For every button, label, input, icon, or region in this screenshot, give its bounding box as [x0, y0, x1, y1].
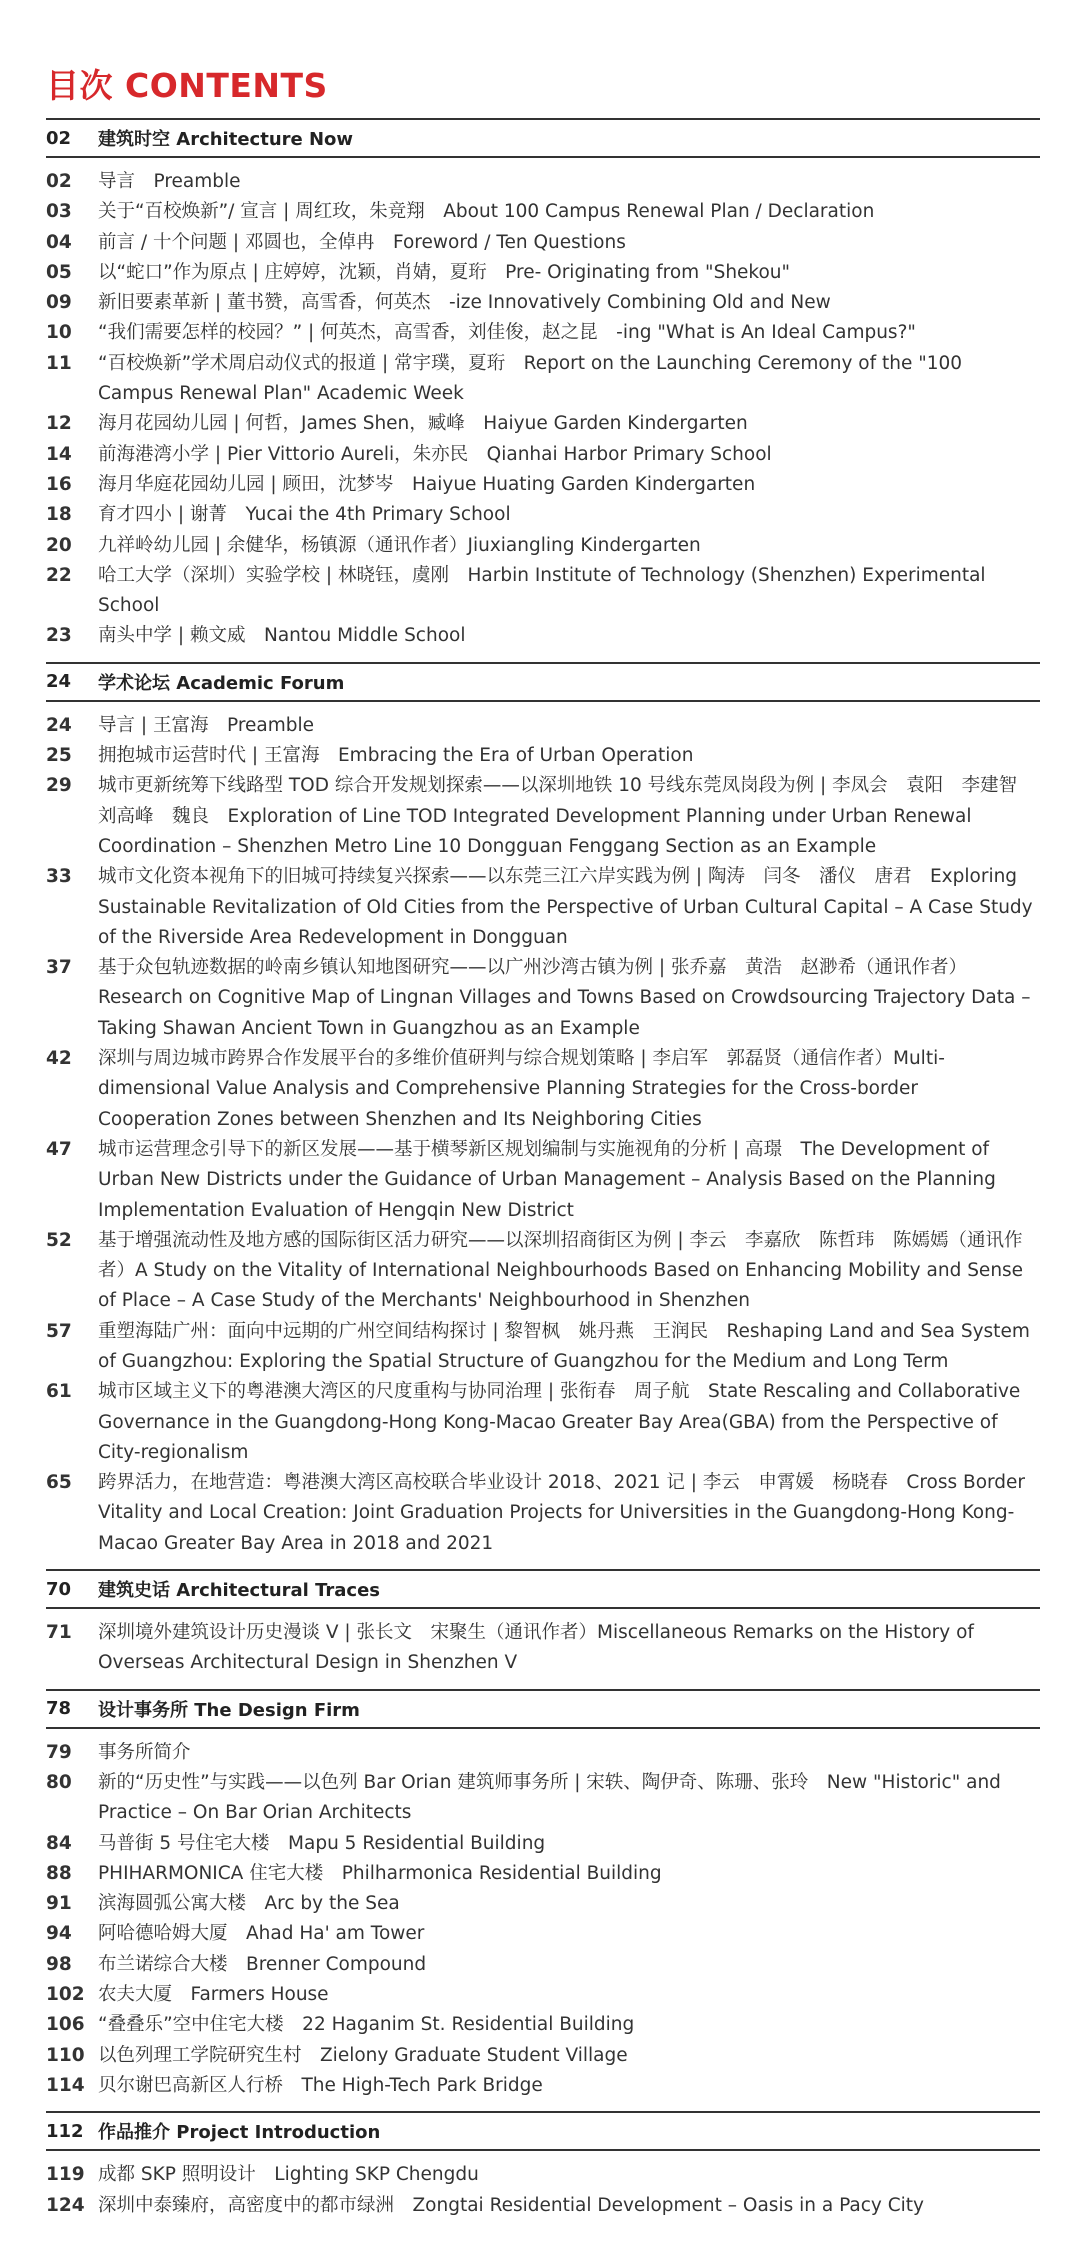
- entry-title: “我们需要怎样的校园？” | 何英杰，高雪香，刘佳俊，赵之昆 -ing "What is An Ideal Campus?": [98, 322, 916, 344]
- section-title: 作品推介 Project Introduction: [98, 2122, 381, 2144]
- entry-title: 基于众包轨迹数据的岭南乡镇认知地图研究——以广州沙湾古镇为例 | 张乔嘉 黄浩 赵渺希（通讯作者）Research on Cognitive Map of Lingnan Villages and Towns Based on Crowdsourcing Trajectory Data – Taking Shawan Ancient Town in Guangzhou as an Example: [98, 957, 1031, 1039]
- entry-title: 基于增强流动性及地方感的国际街区活力研究——以深圳招商街区为例 | 李云 李嘉欣 陈哲玮 陈嫣嫣（通讯作者）A Study on the Vitality of International Neighbourhoods Based on Enhancing Mobility and Sense of Place – A Case Study of the Merchants' Neighbourhood in Shenzhen: [98, 1229, 1024, 1312]
- entry-page-number: 10: [46, 322, 72, 344]
- entry-page-number: 12: [46, 413, 72, 435]
- entry-page-number: 11: [46, 352, 72, 374]
- entry-title: 以色列理工学院研究生村 Zielony Graduate Student Village: [98, 2044, 628, 2066]
- toc-entry: [46, 1468, 1040, 1559]
- entry-page-number: 102: [46, 1984, 85, 2006]
- entry-page-number: 29: [46, 775, 72, 797]
- section-page-number: 24: [46, 671, 72, 693]
- toc-entry: [46, 167, 1040, 197]
- toc-section: [46, 2111, 1040, 2231]
- entry-title: 育才四小 | 谢菁 Yucai the 4th Primary School: [98, 504, 511, 526]
- entry-title: 导言 Preamble: [98, 171, 241, 192]
- entry-page-number: 25: [46, 745, 72, 767]
- entry-title: 成都 SKP 照明设计 Lighting SKP Chengdu: [98, 2164, 479, 2186]
- entry-list: [46, 1729, 1040, 2112]
- entry-page-number: 79: [46, 1741, 72, 1763]
- entry-page-number: 23: [46, 625, 72, 647]
- entry-title: 深圳境外建筑设计历史漫谈 Ⅴ | 张长文 宋聚生（通讯作者）Miscellaneous Remarks on the History of Overseas Architectural Design in Shenzhen Ⅴ: [98, 1622, 974, 1674]
- toc-entry: [46, 1829, 1040, 1859]
- entry-title: 拥抱城市运营时代 | 王富海 Embracing the Era of Urban Operation: [98, 745, 694, 767]
- entry-title: 城市文化资本视角下的旧城可持续复兴探索——以东莞三江六岸实践为例 | 陶涛 闫冬 潘仪 唐君 Exploring Sustainable Revitalization of Old Cities from the Perspective of Urban Cultural Capital – A Case Study of the Riverside Area Redevelopment in Dongguan: [98, 866, 1033, 948]
- entry-page-number: 09: [46, 292, 72, 314]
- entry-title: 新的“历史性”与实践——以色列 Bar Orian 建筑师事务所 | 宋轶、陶伊奇、陈珊、张玲 New "Historic" and Practice – On Bar Orian Architects: [98, 1771, 1001, 1824]
- entry-page-number: 16: [46, 473, 72, 495]
- toc-entry: [46, 500, 1040, 530]
- entry-title: 导言 | 王富海 Preamble: [98, 714, 315, 736]
- toc-entry: [46, 1980, 1040, 2010]
- toc-section: [46, 1569, 1040, 1689]
- entry-page-number: 24: [46, 714, 72, 736]
- entry-title: 马普街 5 号住宅大楼 Mapu 5 Residential Building: [98, 1832, 546, 1854]
- section-page-number: 112: [46, 2120, 84, 2142]
- entry-title: 深圳中泰臻府，高密度中的都市绿洲 Zongtai Residential Development – Oasis in a Pacy City: [98, 2194, 924, 2216]
- toc-entry: [46, 1618, 1040, 1679]
- entry-title: 前言 / 十个问题 | 邓圆也，全倬冉 Foreword / Ten Questions: [98, 231, 626, 253]
- entry-page-number: 33: [46, 866, 72, 888]
- entry-title: 海月华庭花园幼儿园 | 顾田，沈梦岑 Haiyue Huating Garden Kindergarten: [98, 473, 756, 495]
- entry-title: 关于“百校焕新”/ 宣言 | 周红玫，朱竞翔 About 100 Campus Renewal Plan / Declaration: [98, 201, 875, 223]
- toc-entry: [46, 1135, 1040, 1226]
- entry-page-number: 124: [46, 2194, 85, 2216]
- section-header: [46, 118, 1040, 158]
- toc-entry: [46, 1859, 1040, 1889]
- entry-title: 以“蛇口”作为原点 | 庄婷婷，沈颖，肖婧，夏珩 Pre- Originating from "Shekou": [98, 261, 791, 283]
- section-title: 建筑时空 Architecture Now: [98, 129, 354, 150]
- entry-title: 城市区域主义下的粤港澳大湾区的尺度重构与协同治理 | 张衔春 周子航 State Rescaling and Collaborative Governance in the Guangdong-Hong Kong-Macao Greater Bay Area(GBA) from the Perspective of City-regionalism: [98, 1381, 1021, 1463]
- toc-entry: [46, 440, 1040, 470]
- entry-title: “百校焕新”学术周启动仪式的报道 | 常宇璞，夏珩 Report on the Launching Ceremony of the "100 Campus Renewal Plan" Academic Week: [98, 352, 963, 405]
- entry-page-number: 05: [46, 261, 72, 283]
- entry-page-number: 114: [46, 2074, 85, 2096]
- section-page-number: 70: [46, 1578, 72, 1600]
- entry-page-number: 14: [46, 443, 72, 465]
- entry-title: 重塑海陆广州：面向中远期的广州空间结构探讨 | 黎智枫 姚丹燕 王润民 Reshaping Land and Sea System of Guangzhou: Exploring the Spatial Structure of Guangzhou for the Medium and Long Term: [98, 1320, 1030, 1372]
- entry-list: [46, 1609, 1040, 1689]
- toc-section: [46, 1689, 1040, 2112]
- entry-page-number: 91: [46, 1893, 72, 1915]
- entry-page-number: 52: [46, 1229, 72, 1251]
- toc-entry: [46, 1919, 1040, 1949]
- toc-entry: [46, 2071, 1040, 2101]
- section-header: [46, 2111, 1040, 2151]
- entry-page-number: 80: [46, 1771, 72, 1793]
- entry-title: 南头中学 | 赖文威 Nantou Middle School: [98, 625, 466, 647]
- entry-title: 新旧要素革新 | 董书赞，高雪香，何英杰 -ize Innovatively Combining Old and New: [98, 292, 831, 314]
- entry-page-number: 110: [46, 2044, 85, 2066]
- toc-section: [46, 118, 1040, 662]
- toc-entry: [46, 1738, 1040, 1768]
- entry-title: 滨海圆弧公寓大楼 Arc by the Sea: [98, 1893, 400, 1915]
- entry-list: [46, 702, 1040, 1569]
- toc-entry: [46, 862, 1040, 953]
- entry-title: “叠叠乐”空中住宅大楼 22 Haganim St. Residential Building: [98, 2014, 635, 2036]
- entry-title: 贝尔谢巴高新区人行桥 The High-Tech Park Bridge: [98, 2074, 543, 2096]
- toc-entry: [46, 1226, 1040, 1317]
- entry-page-number: 57: [46, 1320, 72, 1342]
- entry-title: 前海港湾小学 | Pier Vittorio Aureli，朱亦民 Qianhai Harbor Primary School: [98, 443, 772, 465]
- toc-entry: [46, 228, 1040, 258]
- entry-title: 布兰诺综合大楼 Brenner Compound: [98, 1953, 427, 1975]
- entry-page-number: 84: [46, 1832, 72, 1854]
- toc-entry: [46, 1377, 1040, 1468]
- toc-entry: [46, 953, 1040, 1044]
- toc-entry: [46, 318, 1040, 348]
- section-header: [46, 1569, 1040, 1609]
- toc-entry: [46, 409, 1040, 439]
- entry-title: 农夫大厦 Farmers House: [98, 1984, 329, 2006]
- entry-page-number: 71: [46, 1622, 72, 1644]
- entry-page-number: 98: [46, 1953, 72, 1975]
- entry-title: 城市更新统筹下线路型 TOD 综合开发规划探索——以深圳地铁 10 号线东莞凤岗段为例 | 李凤会 袁阳 李建智 刘高峰 魏良 Exploration of Line TOD Integrated Development Planning under Urban Renewal Coordination – Shenzhen Metro Line 10 Dongguan Fenggang Section as an Example: [98, 775, 1036, 857]
- toc-entry: [46, 197, 1040, 227]
- entry-title: 深圳与周边城市跨界合作发展平台的多维价值研判与综合规划策略 | 李启军 郭磊贤（通信作者）Multi-dimensional Value Analysis and Comprehensive Planning Strategies for the Cross-border Cooperation Zones between Shenzhen and Its Neighboring Cities: [98, 1048, 945, 1130]
- section-title: 设计事务所 The Design Firm: [98, 1699, 360, 1721]
- toc-entry: [46, 2160, 1040, 2190]
- toc-entry: [46, 1044, 1040, 1135]
- toc-entry: [46, 561, 1040, 622]
- entry-page-number: 65: [46, 1472, 72, 1494]
- entry-title: PHIHARMONICA 住宅大楼 Philharmonica Residential Building: [98, 1862, 662, 1884]
- entry-page-number: 37: [46, 957, 72, 979]
- entry-title: 海月花园幼儿园 | 何哲，James Shen，臧峰 Haiyue Garden Kindergarten: [98, 413, 748, 435]
- entry-title: 城市运营理念引导下的新区发展——基于横琴新区规划编制与实施视角的分析 | 高璟 The Development of Urban New Districts under the Guidance of Urban Management – Analysis Based on the Planning Implementation Evaluation of Hengqin New District: [98, 1138, 996, 1221]
- section-header: [46, 1689, 1040, 1729]
- contents-page: [46, 64, 1040, 2231]
- toc-entry: [46, 349, 1040, 410]
- toc-entry: [46, 1889, 1040, 1919]
- entry-page-number: 03: [46, 201, 72, 223]
- entry-page-number: 88: [46, 1862, 72, 1884]
- toc-entry: [46, 621, 1040, 651]
- page-title: 目次 CONTENTS: [46, 66, 328, 105]
- entry-page-number: 47: [46, 1138, 72, 1160]
- entry-title: 九祥岭幼儿园 | 余健华，杨镇源（通讯作者）Jiuxiangling Kindergarten: [98, 534, 701, 556]
- section-title: 建筑史话 Architectural Traces: [98, 1580, 381, 1602]
- entry-title: 事务所简介: [98, 1741, 191, 1763]
- section-title: 学术论坛 Academic Forum: [98, 672, 345, 694]
- toc-entry: [46, 531, 1040, 561]
- toc-entry: [46, 1950, 1040, 1980]
- section-page-number: 02: [46, 127, 72, 149]
- entry-page-number: 04: [46, 231, 72, 253]
- toc-entry: [46, 2041, 1040, 2071]
- section-page-number: 78: [46, 1698, 72, 1720]
- toc-section: [46, 662, 1040, 1569]
- entry-page-number: 119: [46, 2164, 85, 2186]
- toc-entry: [46, 288, 1040, 318]
- entry-page-number: 42: [46, 1048, 72, 1070]
- toc-entry: [46, 741, 1040, 771]
- toc-entry: [46, 258, 1040, 288]
- entry-title: 哈工大学（深圳）实验学校 | 林晓钰，虞刚 Harbin Institute of Technology (Shenzhen) Experimental School: [98, 564, 986, 617]
- entry-page-number: 20: [46, 534, 72, 556]
- toc-entry: [46, 771, 1040, 862]
- entry-list: [46, 158, 1040, 662]
- toc-entry: [46, 2010, 1040, 2040]
- toc-entry: [46, 1317, 1040, 1378]
- section-header: [46, 662, 1040, 702]
- entry-list: [46, 2151, 1040, 2231]
- entry-page-number: 61: [46, 1381, 72, 1403]
- entry-page-number: 22: [46, 564, 72, 586]
- entry-title: 阿哈德哈姆大厦 Ahad Ha' am Tower: [98, 1923, 425, 1945]
- toc-entry: [46, 711, 1040, 741]
- entry-page-number: 18: [46, 504, 72, 526]
- entry-title: 跨界活力，在地营造：粤港澳大湾区高校联合毕业设计 2018、2021 记 | 李云 申霄媛 杨晓春 Cross Border Vitality and Local Creation: Joint Graduation Projects for Universities in the Guangdong-Hong Kong-Macao Greater Bay Area in 2018 and 2021: [98, 1472, 1026, 1554]
- toc-entry: [46, 470, 1040, 500]
- toc-entry: [46, 1768, 1040, 1829]
- table-of-contents: [46, 118, 1040, 2231]
- toc-entry: [46, 2191, 1040, 2221]
- entry-page-number: 02: [46, 171, 72, 192]
- entry-page-number: 106: [46, 2014, 85, 2036]
- entry-page-number: 94: [46, 1923, 72, 1945]
